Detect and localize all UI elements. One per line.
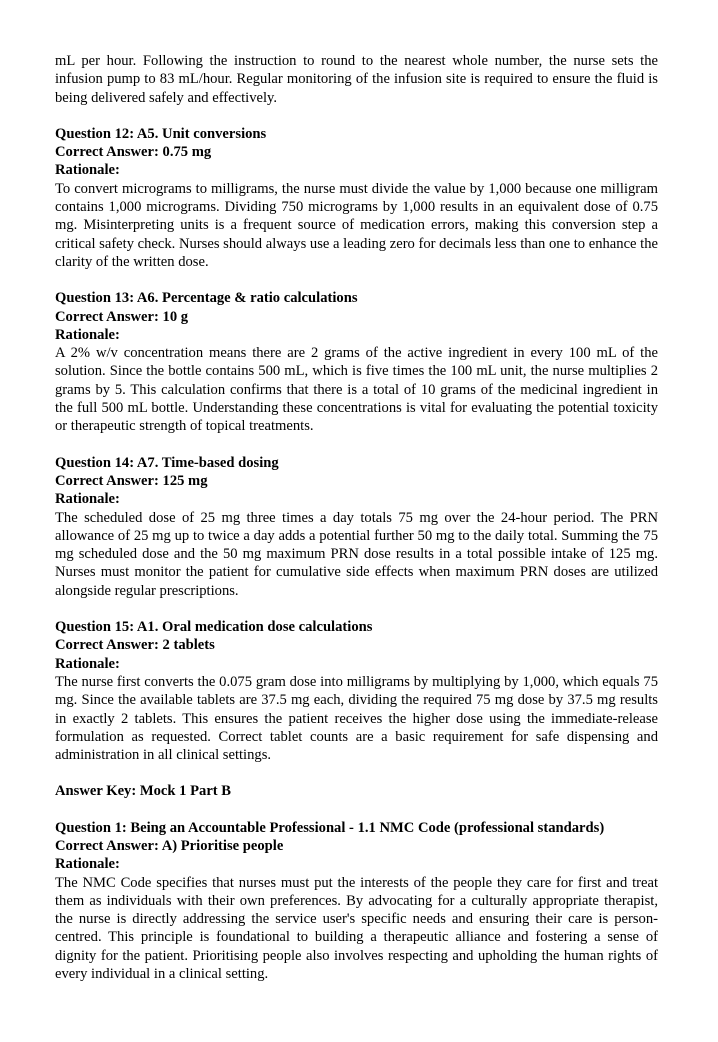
question-12: [55, 125, 658, 271]
correct-answer: Correct Answer: 0.75 mg: [55, 144, 212, 161]
rationale-label: Rationale:: [55, 655, 120, 672]
question-title: Question 13: A6. Percentage & ratio calculations: [55, 290, 358, 307]
question-title: Question 14: A7. Time-based dosing: [55, 454, 279, 471]
question-title: Question 12: A5. Unit conversions: [55, 125, 267, 142]
rationale-text: To convert micrograms to milligrams, the nurse must divide the value by 1,000 because one milligram contains 1,000 micrograms. Dividing 750 micrograms by 1,000 results in an equivalent dose of 0.75 mg. Misinterpreting units is a frequent source of medication errors, making this conversion step a critical safety check. Nurses should always use a leading zero for decimals less than one to enhance the clarity of the written dose.: [55, 180, 658, 270]
correct-answer: Correct Answer: 2 tablets: [55, 637, 215, 654]
correct-answer: Correct Answer: 125 mg: [55, 472, 208, 489]
correct-answer: Correct Answer: 10 g: [55, 308, 189, 325]
answer-key-heading: Answer Key: Mock 1 Part B: [55, 783, 232, 800]
rationale-text: The NMC Code specifies that nurses must put the interests of the people they care for first and treat them as individuals with their own preferences. By advocating for a culturally appropriate therapist, the nurse is directly addressing the service user's specific needs and ensuring their care is person-centred. This principle is foundational to building a therapeutic alliance and fostering a sense of dignity for the patient. Prioritising people also involves respecting and upholding the human rights of every individual in a clinical setting.: [55, 874, 658, 983]
intro-paragraph: mL per hour. Following the instruction to round to the nearest whole number, the nurse sets the infusion pump to 83 mL/hour. Regular monitoring of the infusion site is required to ensure the fluid is being delivered safely and effectively.: [55, 53, 658, 106]
rationale-text: The scheduled dose of 25 mg three times a day totals 75 mg over the 24-hour period. The PRN allowance of 25 mg up to twice a day adds a potential further 50 mg to the daily total. Summing the 75 mg scheduled dose and the 50 mg maximum PRN dose results in a total possible intake of 125 mg. Nurses must monitor the patient for cumulative side effects when maximum PRN doses are utilized alongside regular prescriptions.: [55, 509, 658, 599]
rationale-label: Rationale:: [55, 491, 120, 508]
rationale-text: The nurse first converts the 0.075 gram dose into milligrams by multiplying by 1,000, which equals 75 mg. Since the available tablets are 37.5 mg each, dividing the required 75 mg dose by 37.5 mg results in exactly 2 tablets. This ensures the patient receives the higher dose using the immediate-release formulation as requested. Correct tablet counts are a basic requirement for safe dispensing and administration in all clinical settings.: [55, 673, 658, 764]
correct-answer: Correct Answer: A) Prioritise people: [55, 837, 284, 854]
question-14: [55, 454, 658, 600]
rationale-label: Rationale:: [55, 856, 120, 873]
rationale-label: Rationale:: [55, 326, 120, 343]
rationale-label: Rationale:: [55, 162, 120, 179]
part-b-question-1: [55, 819, 658, 984]
question-title: Question 1: Being an Accountable Professional - 1.1 NMC Code (professional standards): [55, 819, 605, 836]
rationale-text: A 2% w/v concentration means there are 2 grams of the active ingredient in every 100 mL of the solution. Since the bottle contains 500 mL, which is five times the 100 mL unit, the nurse multiplies 2 grams by 5. This calculation confirms that there is a total of 10 grams of the medicinal ingredient in the full 500 mL bottle. Understanding these concentrations is vital for evaluating the potential toxicity or therapeutic strength of topical treatments.: [55, 345, 658, 435]
question-13: [55, 289, 658, 435]
document-page: [55, 52, 658, 983]
question-15: [55, 618, 658, 764]
question-title: Question 15: A1. Oral medication dose calculations: [55, 619, 373, 636]
